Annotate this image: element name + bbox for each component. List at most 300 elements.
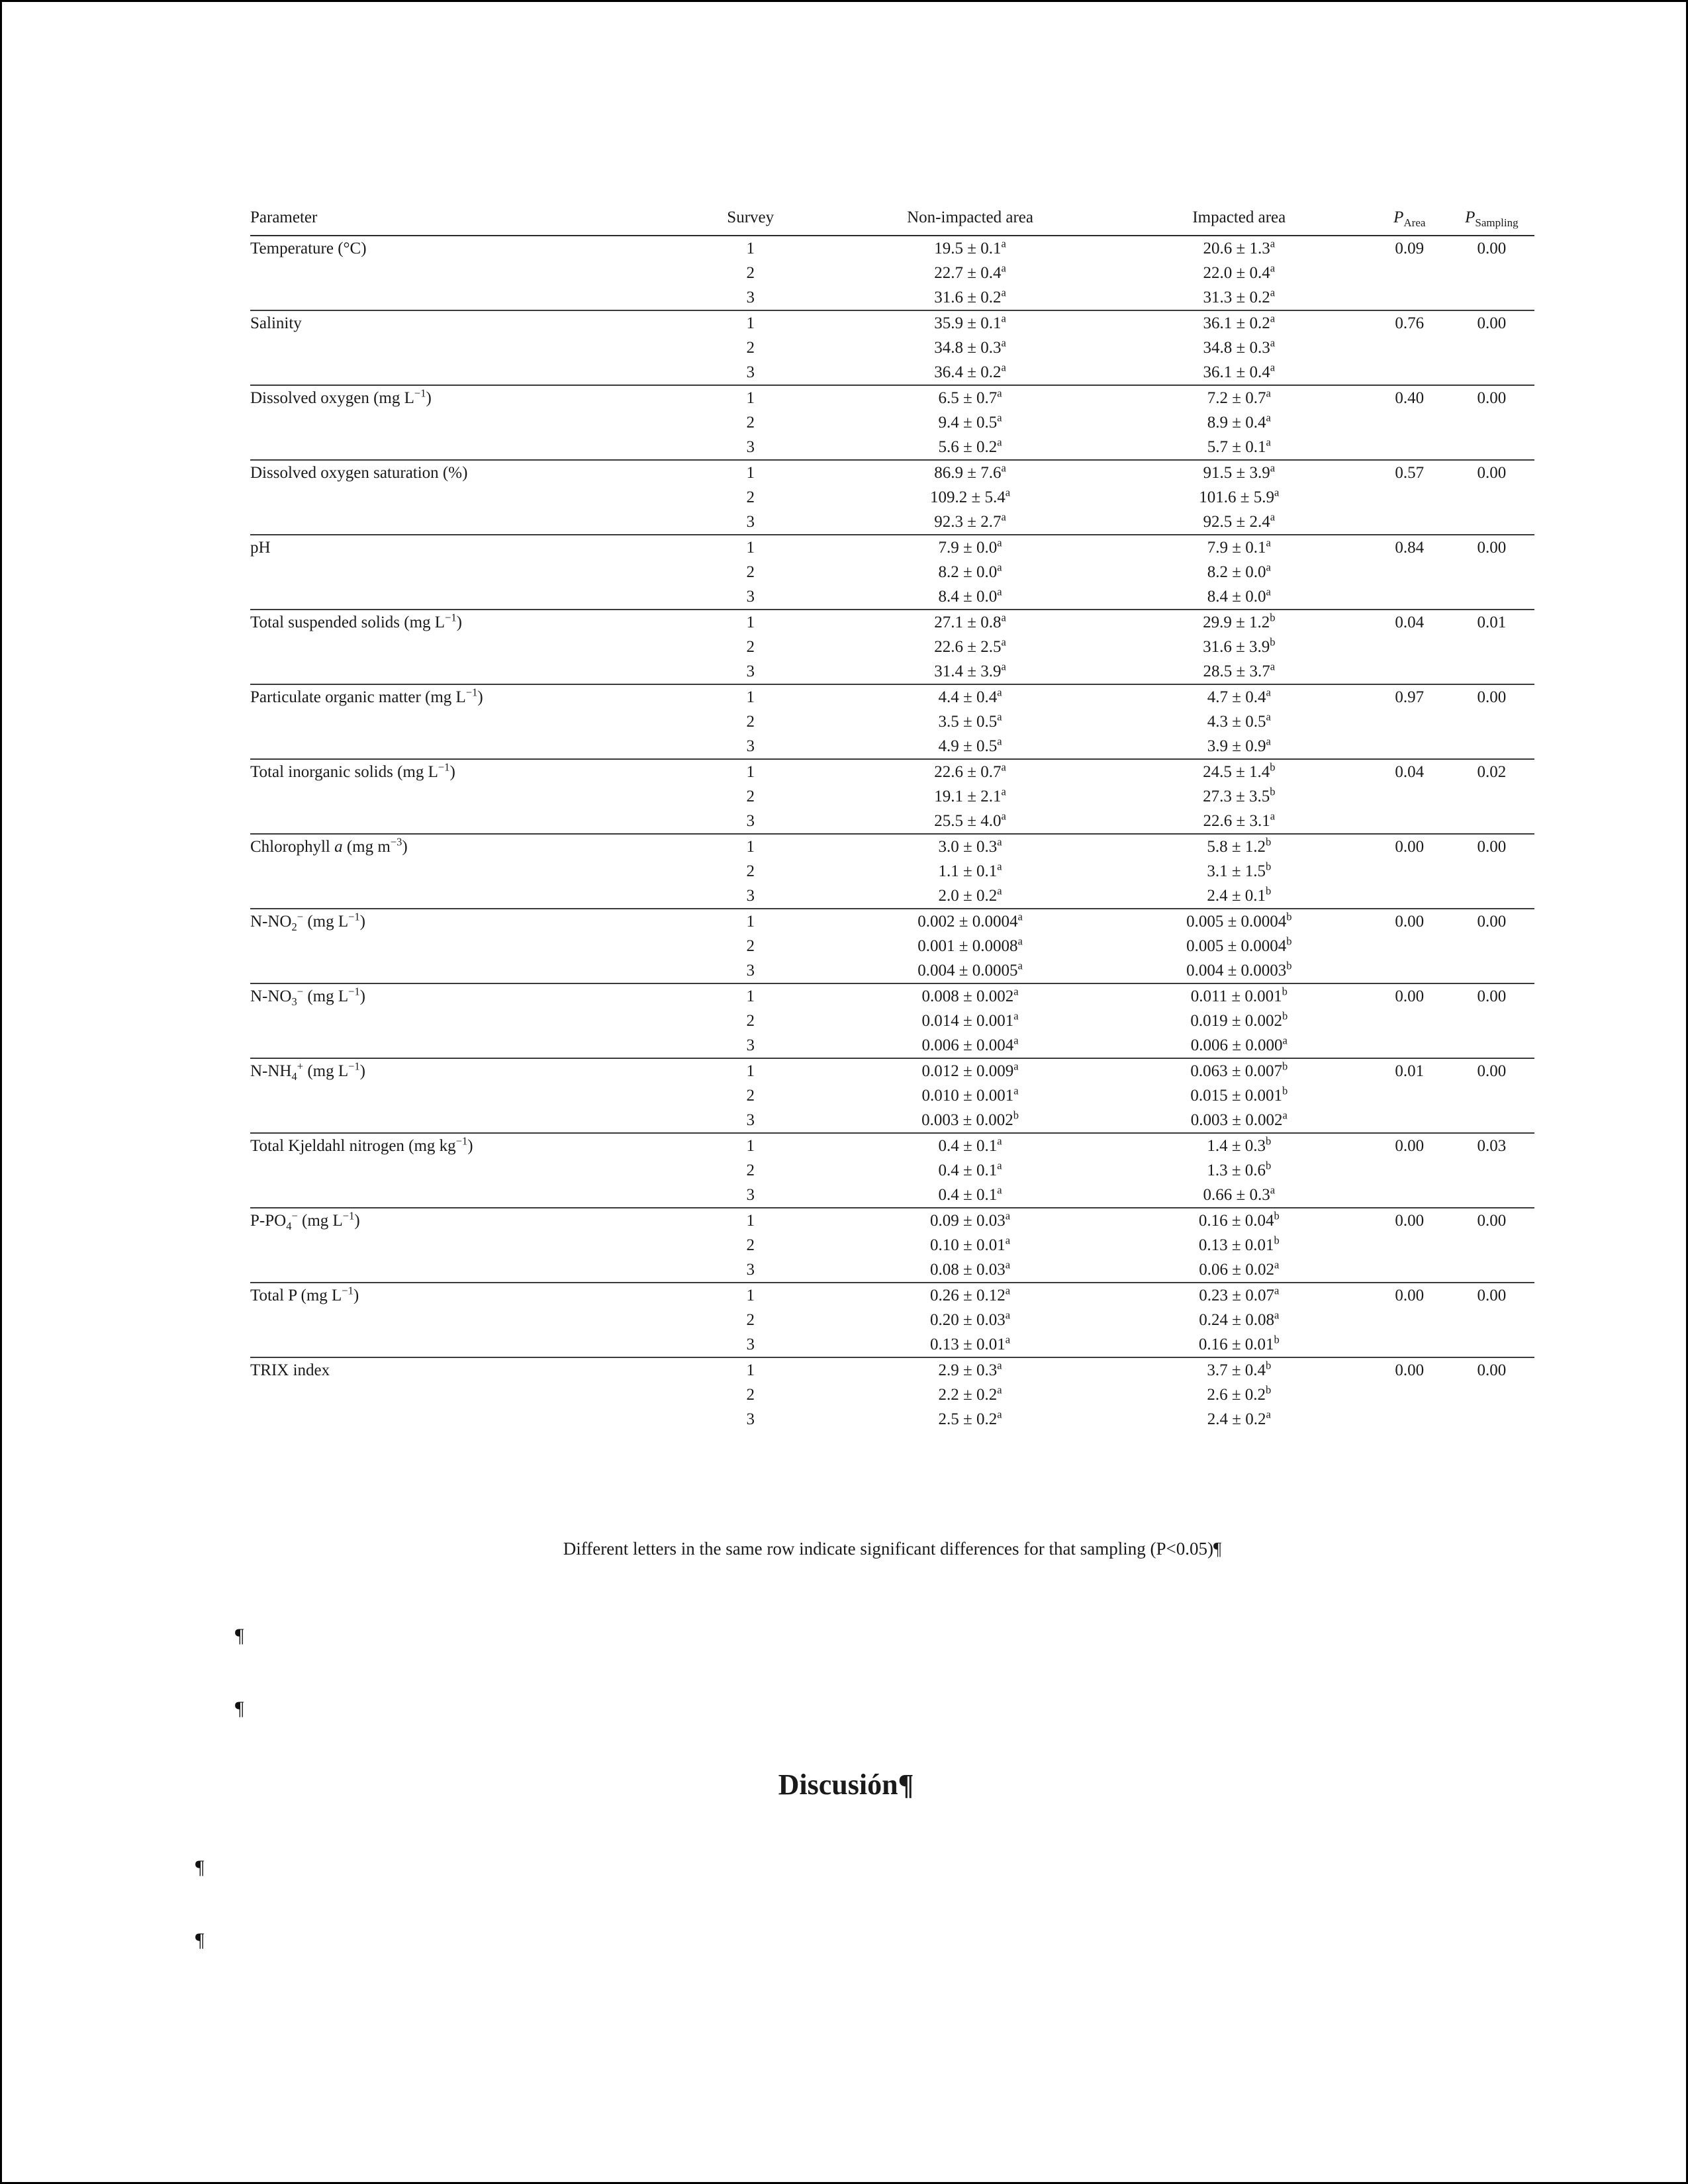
cell-p-sampling — [1449, 360, 1534, 385]
table-row — [250, 1383, 1534, 1407]
cell-non-impacted: 7.9 ± 0.0$^a$ — [938, 536, 1002, 557]
cell-survey: 3 — [746, 1186, 755, 1204]
table-row — [250, 1308, 1534, 1332]
cell-non-impacted: 0.001 ± 0.0008$^a$ — [917, 934, 1023, 955]
cell-non-impacted: 0.20 ± 0.03$^a$ — [930, 1308, 1011, 1329]
cell-p-sampling: 0.00 — [1477, 1212, 1507, 1230]
cell-survey: 2 — [746, 488, 755, 506]
cell-p-area — [1370, 1233, 1449, 1257]
cell-parameter — [250, 784, 669, 809]
col-header-p-sampling: $P_{Sampling}$ — [1465, 208, 1519, 229]
cell-p-area — [1370, 1308, 1449, 1332]
cell-parameter — [250, 709, 669, 734]
cell-survey: 2 — [746, 1386, 755, 1404]
table-row — [250, 1158, 1534, 1183]
cell-p-sampling — [1449, 285, 1534, 310]
cell-p-sampling — [1449, 261, 1534, 285]
table-row — [250, 236, 1534, 261]
cell-parameter: TRIX index — [250, 1361, 330, 1379]
cell-p-area: 0.09 — [1395, 240, 1425, 257]
cell-non-impacted: 0.13 ± 0.01$^a$ — [930, 1333, 1011, 1353]
table-row — [250, 1133, 1534, 1158]
cell-non-impacted: 1.1 ± 0.1$^a$ — [938, 860, 1002, 880]
cell-parameter: Total suspended solids (mg $L^{-1}$) — [250, 611, 462, 631]
cell-parameter — [250, 510, 669, 534]
cell-non-impacted: 92.3 ± 2.7$^a$ — [934, 510, 1006, 531]
cell-survey: 1 — [746, 389, 755, 407]
cell-p-sampling: 0.00 — [1477, 1062, 1507, 1080]
cell-p-area — [1370, 709, 1449, 734]
cell-non-impacted: 0.004 ± 0.0005$^a$ — [917, 959, 1023, 979]
table-row — [250, 360, 1534, 385]
cell-p-sampling — [1449, 1108, 1534, 1132]
table-row — [250, 734, 1534, 758]
cell-parameter: pH — [250, 539, 271, 557]
cell-non-impacted: 3.5 ± 0.5$^a$ — [938, 710, 1002, 731]
cell-non-impacted: 25.5 ± 4.0$^a$ — [934, 809, 1006, 830]
table-row — [250, 385, 1534, 410]
cell-p-sampling — [1449, 1158, 1534, 1183]
cell-parameter — [250, 1383, 669, 1407]
cell-non-impacted: 36.4 ± 0.2$^a$ — [934, 361, 1006, 381]
cell-parameter — [250, 435, 669, 459]
cell-impacted: 0.06 ± 0.02$^a$ — [1199, 1258, 1280, 1279]
cell-p-sampling — [1449, 1332, 1534, 1357]
table-row — [250, 261, 1534, 285]
cell-non-impacted: 2.5 ± 0.2$^a$ — [938, 1408, 1002, 1428]
cell-parameter — [250, 336, 669, 360]
cell-survey: 3 — [746, 513, 755, 531]
cell-p-area — [1370, 958, 1449, 983]
cell-p-sampling — [1449, 1257, 1534, 1282]
table-row — [250, 1033, 1534, 1058]
cell-parameter — [250, 809, 669, 833]
cell-parameter — [250, 1158, 669, 1183]
cell-p-area — [1370, 1383, 1449, 1407]
cell-survey: 1 — [746, 539, 755, 557]
cell-p-area: 0.76 — [1395, 314, 1425, 332]
table-row — [250, 709, 1534, 734]
table-row — [250, 1009, 1534, 1033]
cell-p-area — [1370, 884, 1449, 908]
cell-non-impacted: 0.003 ± 0.002$^b$ — [921, 1109, 1019, 1129]
table-row — [250, 410, 1534, 435]
cell-parameter — [250, 485, 669, 510]
cell-non-impacted: 0.4 ± 0.1$^a$ — [938, 1159, 1002, 1179]
cell-survey: 1 — [746, 763, 755, 781]
cell-survey: 1 — [746, 913, 755, 931]
cell-impacted: 0.13 ± 0.01$^b$ — [1198, 1234, 1280, 1254]
cell-impacted: 31.3 ± 0.2$^a$ — [1203, 286, 1276, 306]
cell-non-impacted: 6.5 ± 0.7$^a$ — [938, 387, 1002, 407]
cell-non-impacted: 0.010 ± 0.001$^a$ — [921, 1084, 1019, 1105]
cell-p-sampling: 0.00 — [1477, 838, 1507, 856]
table-row — [250, 1257, 1534, 1282]
cell-survey: 2 — [746, 1236, 755, 1254]
table-row — [250, 1208, 1534, 1233]
cell-non-impacted: 0.4 ± 0.1$^a$ — [938, 1183, 1002, 1204]
cell-p-area: 0.00 — [1395, 987, 1425, 1005]
cell-p-sampling — [1449, 635, 1534, 659]
cell-p-area — [1370, 1033, 1449, 1058]
cell-p-sampling — [1449, 1083, 1534, 1108]
cell-impacted: 7.9 ± 0.1$^a$ — [1207, 536, 1271, 557]
cell-survey: 2 — [746, 264, 755, 282]
table-row — [250, 1283, 1534, 1308]
cell-non-impacted: 0.10 ± 0.01$^a$ — [930, 1234, 1011, 1254]
cell-p-area — [1370, 1407, 1449, 1432]
cell-p-area — [1370, 584, 1449, 609]
cell-p-sampling: 0.00 — [1477, 389, 1507, 407]
cell-parameter — [250, 1407, 669, 1432]
cell-parameter: Total Kjeldahl nitrogen (mg $kg^{-1}$) — [250, 1134, 473, 1155]
cell-survey: 1 — [746, 838, 755, 856]
cell-survey: 1 — [746, 1137, 755, 1155]
cell-impacted: 7.2 ± 0.7$^a$ — [1207, 387, 1271, 407]
table-data-groups — [250, 236, 1534, 1432]
table-row — [250, 285, 1534, 310]
cell-parameter — [250, 635, 669, 659]
table-row — [250, 460, 1534, 485]
cell-survey: 2 — [746, 638, 755, 656]
cell-p-sampling — [1449, 435, 1534, 459]
water-quality-table — [250, 201, 1534, 1432]
cell-survey: 3 — [746, 1111, 755, 1129]
table-caption: Different letters in the same row indicate significant differences for that sampling (P<0.05)¶ — [563, 1539, 1222, 1559]
col-header-non-impacted: Non-impacted area — [907, 208, 1033, 226]
cell-impacted: 0.003 ± 0.002$^a$ — [1190, 1109, 1288, 1129]
cell-parameter — [250, 1308, 669, 1332]
cell-non-impacted: 2.0 ± 0.2$^a$ — [938, 884, 1002, 905]
cell-parameter — [250, 884, 669, 908]
cell-non-impacted: 8.2 ± 0.0$^a$ — [938, 561, 1002, 581]
cell-non-impacted: 86.9 ± 7.6$^a$ — [934, 461, 1006, 482]
cell-non-impacted: 0.08 ± 0.03$^a$ — [930, 1258, 1011, 1279]
table-row — [250, 1233, 1534, 1257]
cell-survey: 2 — [746, 1087, 755, 1105]
cell-survey: 3 — [746, 1336, 755, 1353]
cell-p-sampling: 0.00 — [1477, 688, 1507, 706]
table-row — [250, 1083, 1534, 1108]
cell-impacted: 3.1 ± 1.5$^b$ — [1207, 860, 1272, 880]
cell-impacted: 0.66 ± 0.3$^a$ — [1203, 1183, 1276, 1204]
cell-survey: 2 — [746, 339, 755, 357]
cell-survey: 3 — [746, 662, 755, 680]
cell-impacted: 36.1 ± 0.2$^a$ — [1203, 312, 1276, 332]
cell-impacted: 0.16 ± 0.01$^b$ — [1198, 1333, 1280, 1353]
cell-non-impacted: 0.006 ± 0.004$^a$ — [921, 1034, 1019, 1054]
cell-p-area: 0.01 — [1395, 1062, 1425, 1080]
col-header-p-area: $P_{Area}$ — [1393, 208, 1426, 229]
paragraph-mark: ¶ — [195, 1929, 205, 1951]
cell-p-area — [1370, 336, 1449, 360]
table-row — [250, 1332, 1534, 1357]
cell-impacted: 101.6 ± 5.9$^a$ — [1199, 486, 1280, 506]
table-row — [250, 1357, 1534, 1383]
cell-p-area: 0.00 — [1395, 1361, 1425, 1379]
cell-parameter: Total inorganic solids (mg $L^{-1}$) — [250, 760, 455, 781]
cell-non-impacted: 8.4 ± 0.0$^a$ — [938, 585, 1002, 606]
cell-impacted: 2.4 ± 0.2$^a$ — [1207, 1408, 1271, 1428]
table-row — [250, 510, 1534, 534]
table-row — [250, 560, 1534, 584]
cell-p-sampling — [1449, 958, 1534, 983]
cell-p-sampling — [1449, 884, 1534, 908]
cell-p-sampling — [1449, 1308, 1534, 1332]
cell-survey: 1 — [746, 314, 755, 332]
cell-impacted: 31.6 ± 3.9$^b$ — [1203, 635, 1276, 656]
cell-p-area — [1370, 1108, 1449, 1132]
cell-p-sampling — [1449, 485, 1534, 510]
cell-p-area — [1370, 1183, 1449, 1207]
cell-p-area: 0.40 — [1395, 389, 1425, 407]
cell-parameter: $N-NO_2^-$ (mg $L^{-1}$) — [250, 910, 365, 933]
cell-p-area: 0.04 — [1395, 614, 1425, 631]
table-header-row — [250, 201, 1534, 235]
table-row — [250, 809, 1534, 833]
table-row — [250, 884, 1534, 908]
cell-impacted: 3.7 ± 0.4$^b$ — [1207, 1359, 1272, 1379]
cell-parameter: Total P (mg $L^{-1}$) — [250, 1284, 359, 1304]
cell-non-impacted: 109.2 ± 5.4$^a$ — [930, 486, 1011, 506]
cell-non-impacted: 22.7 ± 0.4$^a$ — [934, 261, 1006, 282]
cell-survey: 1 — [746, 1212, 755, 1230]
cell-impacted: 28.5 ± 3.7$^a$ — [1203, 660, 1276, 680]
cell-parameter — [250, 958, 669, 983]
cell-survey: 1 — [746, 688, 755, 706]
table-row — [250, 1183, 1534, 1207]
table-row — [250, 684, 1534, 709]
cell-impacted: 92.5 ± 2.4$^a$ — [1203, 510, 1276, 531]
cell-non-impacted: 0.008 ± 0.002$^a$ — [921, 985, 1019, 1005]
cell-survey: 3 — [746, 887, 755, 905]
table-row — [250, 336, 1534, 360]
cell-impacted: 0.019 ± 0.002$^b$ — [1190, 1009, 1288, 1030]
cell-p-area — [1370, 809, 1449, 833]
cell-impacted: 3.9 ± 0.9$^a$ — [1207, 735, 1271, 755]
cell-p-sampling: 0.00 — [1477, 1361, 1507, 1379]
cell-non-impacted: 4.4 ± 0.4$^a$ — [938, 686, 1002, 706]
table-row — [250, 909, 1534, 934]
cell-non-impacted: 2.9 ± 0.3$^a$ — [938, 1359, 1002, 1379]
cell-impacted: 22.6 ± 3.1$^a$ — [1203, 809, 1276, 830]
cell-p-area: 0.00 — [1395, 838, 1425, 856]
cell-impacted: 0.011 ± 0.001$^b$ — [1190, 985, 1288, 1005]
cell-parameter — [250, 1083, 669, 1108]
cell-p-sampling — [1449, 1033, 1534, 1058]
cell-p-area — [1370, 734, 1449, 758]
cell-parameter — [250, 934, 669, 958]
table-row — [250, 310, 1534, 336]
cell-impacted: 4.3 ± 0.5$^a$ — [1207, 710, 1271, 731]
cell-p-area — [1370, 1083, 1449, 1108]
cell-p-area: 0.57 — [1395, 464, 1425, 482]
table-row — [250, 435, 1534, 459]
table-row — [250, 610, 1534, 635]
cell-survey: 1 — [746, 240, 755, 257]
cell-parameter: $N-NH_4^+$ (mg $L^{-1}$) — [250, 1060, 365, 1083]
table-body — [250, 201, 1534, 236]
cell-p-sampling — [1449, 510, 1534, 534]
cell-p-sampling — [1449, 560, 1534, 584]
cell-impacted: 8.2 ± 0.0$^a$ — [1207, 561, 1271, 581]
cell-survey: 3 — [746, 1036, 755, 1054]
cell-non-impacted: 19.1 ± 2.1$^a$ — [934, 785, 1006, 805]
cell-p-sampling: 0.03 — [1477, 1137, 1507, 1155]
col-header-impacted: Impacted area — [1192, 208, 1286, 226]
cell-parameter — [250, 285, 669, 310]
cell-impacted: 4.7 ± 0.4$^a$ — [1207, 686, 1271, 706]
cell-survey: 2 — [746, 414, 755, 432]
cell-non-impacted: 3.0 ± 0.3$^a$ — [938, 835, 1002, 856]
cell-p-area — [1370, 485, 1449, 510]
cell-p-area — [1370, 1009, 1449, 1033]
cell-p-sampling: 0.01 — [1477, 614, 1507, 631]
cell-parameter: $N-NO_3^-$ (mg $L^{-1}$) — [250, 985, 365, 1008]
cell-p-sampling — [1449, 784, 1534, 809]
cell-survey: 1 — [746, 614, 755, 631]
cell-p-area: 0.00 — [1395, 913, 1425, 931]
table-row — [250, 934, 1534, 958]
cell-survey: 3 — [746, 812, 755, 830]
cell-impacted: 29.9 ± 1.2$^b$ — [1203, 611, 1276, 631]
cell-impacted: 0.16 ± 0.04$^b$ — [1198, 1209, 1280, 1230]
cell-p-sampling: 0.00 — [1477, 240, 1507, 257]
cell-non-impacted: 0.002 ± 0.0004$^a$ — [917, 910, 1023, 931]
cell-survey: 3 — [746, 1261, 755, 1279]
cell-p-sampling: 0.00 — [1477, 1287, 1507, 1304]
cell-non-impacted: 0.4 ± 0.1$^a$ — [938, 1134, 1002, 1155]
cell-parameter: Temperature (°C) — [250, 240, 367, 257]
cell-parameter — [250, 560, 669, 584]
col-header-parameter: Parameter — [250, 208, 318, 226]
cell-p-area — [1370, 360, 1449, 385]
cell-p-area — [1370, 784, 1449, 809]
cell-non-impacted: 0.26 ± 0.12$^a$ — [930, 1284, 1011, 1304]
cell-p-area — [1370, 285, 1449, 310]
cell-non-impacted: 31.6 ± 0.2$^a$ — [934, 286, 1006, 306]
cell-non-impacted: 0.014 ± 0.001$^a$ — [921, 1009, 1019, 1030]
cell-p-area: 0.04 — [1395, 763, 1425, 781]
cell-non-impacted: 19.5 ± 0.1$^a$ — [934, 237, 1006, 257]
cell-parameter — [250, 1233, 669, 1257]
cell-survey: 3 — [746, 962, 755, 979]
cell-impacted: 0.004 ± 0.0003$^b$ — [1186, 959, 1292, 979]
cell-p-area: 0.00 — [1395, 1137, 1425, 1155]
cell-p-area — [1370, 1332, 1449, 1357]
cell-impacted: 34.8 ± 0.3$^a$ — [1203, 336, 1276, 357]
cell-impacted: 20.6 ± 1.3$^a$ — [1203, 237, 1276, 257]
cell-parameter — [250, 859, 669, 884]
cell-survey: 3 — [746, 289, 755, 306]
cell-non-impacted: 27.1 ± 0.8$^a$ — [934, 611, 1006, 631]
cell-impacted: 0.015 ± 0.001$^b$ — [1190, 1084, 1288, 1105]
paragraph-mark: ¶ — [235, 1625, 244, 1647]
cell-survey: 2 — [746, 937, 755, 955]
cell-parameter: Dissolved oxygen (mg $L^{-1}$) — [250, 387, 432, 407]
cell-p-sampling: 0.00 — [1477, 314, 1507, 332]
cell-impacted: 0.005 ± 0.0004$^b$ — [1186, 910, 1292, 931]
cell-p-area: 0.00 — [1395, 1212, 1425, 1230]
cell-p-area — [1370, 659, 1449, 684]
cell-non-impacted: 2.2 ± 0.2$^a$ — [938, 1383, 1002, 1404]
cell-p-sampling — [1449, 336, 1534, 360]
paragraph-mark: ¶ — [195, 1856, 205, 1878]
cell-parameter: Particulate organic matter (mg $L^{-1}$) — [250, 686, 483, 706]
cell-non-impacted: 4.9 ± 0.5$^a$ — [938, 735, 1002, 755]
cell-impacted: 22.0 ± 0.4$^a$ — [1203, 261, 1276, 282]
cell-parameter: Salinity — [250, 314, 302, 332]
table-row — [250, 859, 1534, 884]
cell-survey: 2 — [746, 563, 755, 581]
cell-survey: 2 — [746, 1012, 755, 1030]
table-row — [250, 584, 1534, 609]
cell-parameter — [250, 1183, 669, 1207]
cell-p-area: 0.84 — [1395, 539, 1425, 557]
cell-non-impacted: 5.6 ± 0.2$^a$ — [938, 435, 1002, 456]
cell-p-area — [1370, 635, 1449, 659]
cell-p-area: 0.97 — [1395, 688, 1425, 706]
cell-p-sampling — [1449, 1183, 1534, 1207]
cell-impacted: 2.4 ± 0.1$^b$ — [1207, 884, 1272, 905]
cell-non-impacted: 0.012 ± 0.009$^a$ — [921, 1060, 1019, 1080]
cell-p-sampling — [1449, 934, 1534, 958]
cell-p-area — [1370, 435, 1449, 459]
cell-impacted: 24.5 ± 1.4$^b$ — [1203, 760, 1276, 781]
cell-parameter — [250, 1009, 669, 1033]
table-row — [250, 635, 1534, 659]
cell-survey: 1 — [746, 987, 755, 1005]
cell-p-area: 0.00 — [1395, 1287, 1425, 1304]
cell-p-sampling: 0.00 — [1477, 913, 1507, 931]
cell-parameter: $P-PO_4^-$ (mg $L^{-1}$) — [250, 1209, 360, 1232]
cell-survey: 3 — [746, 588, 755, 606]
cell-parameter — [250, 1257, 669, 1282]
cell-p-sampling — [1449, 1407, 1534, 1432]
table-row — [250, 759, 1534, 784]
table-row — [250, 1058, 1534, 1083]
cell-impacted: 0.006 ± 0.000$^a$ — [1190, 1034, 1288, 1054]
cell-survey: 1 — [746, 1361, 755, 1379]
cell-non-impacted: 0.09 ± 0.03$^a$ — [930, 1209, 1011, 1230]
table-row — [250, 1407, 1534, 1432]
cell-impacted: 1.4 ± 0.3$^b$ — [1207, 1134, 1272, 1155]
cell-impacted: 0.23 ± 0.07$^a$ — [1199, 1284, 1280, 1304]
cell-p-area — [1370, 859, 1449, 884]
table-row — [250, 659, 1534, 684]
cell-impacted: 8.4 ± 0.0$^a$ — [1207, 585, 1271, 606]
cell-p-sampling — [1449, 1009, 1534, 1033]
cell-parameter — [250, 1108, 669, 1132]
cell-p-sampling — [1449, 734, 1534, 758]
cell-non-impacted: 35.9 ± 0.1$^a$ — [934, 312, 1006, 332]
cell-parameter — [250, 360, 669, 385]
cell-survey: 1 — [746, 1062, 755, 1080]
cell-p-sampling: 0.02 — [1477, 763, 1507, 781]
cell-non-impacted: 31.4 ± 3.9$^a$ — [934, 660, 1006, 680]
cell-p-area — [1370, 1257, 1449, 1282]
cell-p-sampling: 0.00 — [1477, 987, 1507, 1005]
cell-p-area — [1370, 560, 1449, 584]
cell-p-sampling — [1449, 410, 1534, 435]
table-row — [250, 958, 1534, 983]
cell-parameter — [250, 410, 669, 435]
cell-non-impacted: 22.6 ± 0.7$^a$ — [934, 760, 1006, 781]
cell-survey: 3 — [746, 438, 755, 456]
cell-survey: 1 — [746, 464, 755, 482]
cell-p-sampling — [1449, 1383, 1534, 1407]
cell-impacted: 2.6 ± 0.2$^b$ — [1207, 1383, 1272, 1404]
